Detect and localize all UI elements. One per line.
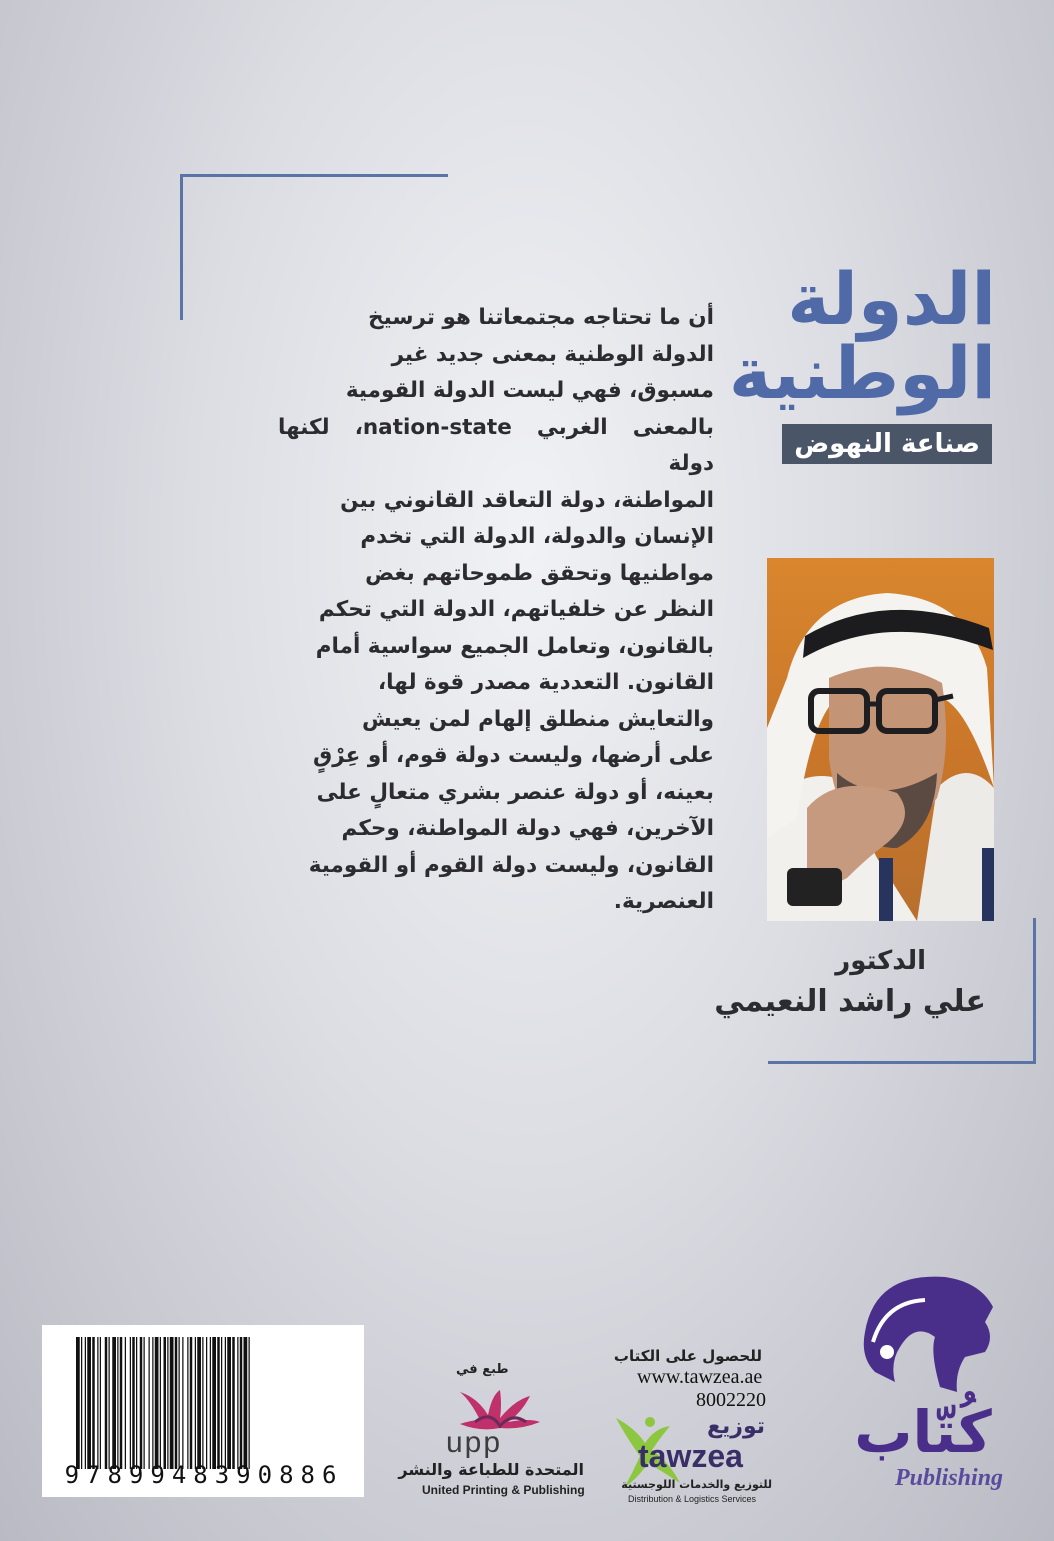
publisher-logo xyxy=(845,1262,1005,1462)
printer-name-en: United Printing & Publishing xyxy=(422,1483,585,1497)
distributor-desc-en: Distribution & Logistics Services xyxy=(628,1494,757,1504)
body-line: النظر عن خلفياتهم، الدولة التي تحكم xyxy=(318,597,714,622)
frame-line-right xyxy=(1033,918,1036,1064)
body-line: الدولة الوطنية بمعنى جديد غير xyxy=(391,341,714,367)
isbn-number: 9789948390886 xyxy=(64,1461,344,1489)
body-line: بالقانون، وتعامل الجميع سواسية أمام xyxy=(315,633,714,659)
body-line: على أرضها، وليست دولة قوم، أو عِرْقٍ xyxy=(313,743,714,768)
phone-number: 8002220 xyxy=(696,1389,766,1411)
book-title xyxy=(728,257,996,415)
body-line: مسبوق، فهي ليست الدولة القومية xyxy=(345,378,714,403)
book-subtitle: صناعة النهوض xyxy=(782,424,992,464)
website-url: www.tawzea.ae xyxy=(637,1366,763,1388)
isbn-barcode xyxy=(42,1325,364,1497)
author-name: علي راشد النعيمي xyxy=(714,984,986,1019)
title-line-2: الوطنية xyxy=(728,331,996,415)
body-line: بعينه، أو دولة عنصر بشري متعالٍ على xyxy=(316,779,714,805)
body-line: الآخرين، فهي دولة المواطنة، وحكم xyxy=(341,816,714,841)
distributor-desc-ar: للتوزيع والخدمات اللوجستية xyxy=(621,1478,772,1491)
upp-logo xyxy=(440,1390,560,1460)
body-line: أن ما تحتاجه مجتمعاتنا هو ترسيخ xyxy=(368,305,714,330)
horse-logo-icon xyxy=(845,1262,1005,1462)
body-line: بالمعنى الغربي nation-state، لكنها دولة xyxy=(278,414,715,476)
author-title: الدكتور xyxy=(835,946,926,976)
title-line-1: الدولة xyxy=(787,257,996,341)
back-cover-text xyxy=(278,300,714,921)
body-line: المواطنة، دولة التعاقد القانوني بين xyxy=(340,487,714,513)
printed-in-label: طبع في xyxy=(456,1362,509,1377)
body-line: القانون. التعددية مصدر قوة لها، xyxy=(378,670,714,695)
body-line: الإنسان والدولة، الدولة التي تخدم xyxy=(360,524,714,549)
distributor-name-en: tawzea xyxy=(638,1438,743,1474)
author-photo xyxy=(767,558,994,921)
frame-line-top xyxy=(180,174,448,177)
barcode-bars xyxy=(76,1337,338,1469)
printer-logo-text: upp xyxy=(446,1426,503,1459)
body-line: العنصرية. xyxy=(613,889,714,914)
frame-line-left xyxy=(180,174,183,320)
body-line: مواطنيها وتحقق طموحاتهم بغض xyxy=(365,560,714,586)
get-book-label: للحصول على الكتاب xyxy=(613,1347,762,1365)
printer-name-ar: المتحدة للطباعة والنشر xyxy=(398,1460,584,1479)
body-line: والتعايش منطلق إلهام لمن يعيش xyxy=(361,706,714,732)
body-line: القانون، وليست دولة القوم أو القومية xyxy=(308,852,714,878)
frame-line-bottom xyxy=(768,1061,1036,1064)
publisher-name-ar: كُتّاب xyxy=(854,1398,992,1462)
publisher-name-en: Publishing xyxy=(895,1465,1004,1491)
distributor-name-ar: توزيع xyxy=(706,1414,765,1439)
tawzea-logo xyxy=(610,1408,780,1513)
